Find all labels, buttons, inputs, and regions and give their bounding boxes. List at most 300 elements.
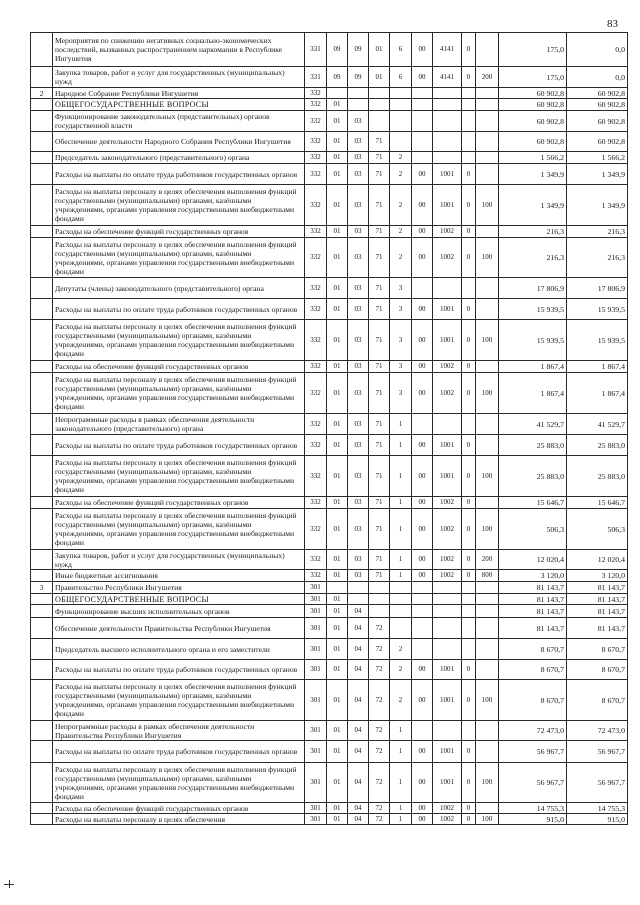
code-subprogram: 1 — [390, 414, 412, 435]
code-expense-type — [476, 361, 499, 373]
amount-planned: 15 939,5 — [499, 320, 567, 361]
code-direction: 00 — [412, 497, 433, 509]
row-number — [31, 164, 53, 185]
code-subsection: 04 — [348, 741, 369, 763]
row-name: Мероприятия по снижению негативных социально-экономических последствий, вызванных распространением наркомании в Республике Ингушетия — [53, 33, 305, 67]
amount-planned: 72 473,0 — [499, 721, 567, 741]
amount-executed: 60 902,8 — [567, 99, 628, 111]
code-administrator: 332 — [305, 414, 327, 435]
row-number — [31, 509, 53, 550]
code-direction — [412, 278, 433, 299]
amount-executed: 1 867,4 — [567, 373, 628, 414]
amount-executed: 81 143,7 — [567, 618, 628, 639]
code-suffix — [462, 414, 476, 435]
code-program: 72 — [369, 660, 390, 680]
amount-planned: 1 867,4 — [499, 373, 567, 414]
code-article: 1001 — [433, 456, 462, 497]
code-article: 1002 — [433, 497, 462, 509]
code-suffix: 0 — [462, 226, 476, 238]
table-row — [31, 741, 628, 763]
code-article: 4141 — [433, 33, 462, 67]
code-expense-type — [476, 582, 499, 594]
row-number — [31, 456, 53, 497]
code-section: 01 — [327, 570, 348, 582]
code-expense-type — [476, 639, 499, 660]
row-name: Закупка товаров, работ и услуг для государственных (муниципальных) нужд — [53, 550, 305, 570]
code-administrator: 301 — [305, 680, 327, 721]
code-article — [433, 278, 462, 299]
row-number — [31, 361, 53, 373]
code-program: 71 — [369, 373, 390, 414]
code-section: 01 — [327, 164, 348, 185]
code-program: 71 — [369, 361, 390, 373]
amount-planned: 81 143,7 — [499, 605, 567, 618]
code-article: 1001 — [433, 660, 462, 680]
table-row — [31, 99, 628, 111]
code-article: 1001 — [433, 680, 462, 721]
code-subprogram: 1 — [390, 803, 412, 814]
code-suffix — [462, 278, 476, 299]
code-subsection: 03 — [348, 320, 369, 361]
row-number: 2 — [31, 88, 53, 99]
code-section: 09 — [327, 33, 348, 67]
code-expense-type — [476, 660, 499, 680]
amount-executed: 8 670,7 — [567, 660, 628, 680]
amount-planned: 506,3 — [499, 509, 567, 550]
code-direction: 00 — [412, 373, 433, 414]
row-number — [31, 320, 53, 361]
row-name: Функционирование высших исполнительных органов — [53, 605, 305, 618]
code-direction — [412, 582, 433, 594]
code-subprogram — [390, 594, 412, 605]
code-suffix: 0 — [462, 185, 476, 226]
code-subprogram — [390, 605, 412, 618]
table-row — [31, 238, 628, 278]
amount-executed: 17 806,9 — [567, 278, 628, 299]
code-expense-type: 200 — [476, 550, 499, 570]
code-section: 01 — [327, 111, 348, 132]
row-name: Расходы на обеспечение функций государственных органов — [53, 226, 305, 238]
amount-executed: 1 349,9 — [567, 164, 628, 185]
code-program: 71 — [369, 509, 390, 550]
amount-executed: 41 529,7 — [567, 414, 628, 435]
code-program: 72 — [369, 618, 390, 639]
code-direction: 00 — [412, 509, 433, 550]
amount-executed: 81 143,7 — [567, 605, 628, 618]
code-section: 01 — [327, 618, 348, 639]
code-program: 72 — [369, 814, 390, 825]
code-suffix: 0 — [462, 67, 476, 88]
code-section: 01 — [327, 497, 348, 509]
code-section: 01 — [327, 320, 348, 361]
code-subsection: 04 — [348, 814, 369, 825]
amount-planned: 81 143,7 — [499, 594, 567, 605]
code-administrator: 301 — [305, 639, 327, 660]
row-name: ОБЩЕГОСУДАРСТВЕННЫЕ ВОПРОСЫ — [53, 99, 305, 111]
code-subprogram — [390, 582, 412, 594]
code-expense-type: 100 — [476, 456, 499, 497]
code-expense-type — [476, 721, 499, 741]
amount-planned: 56 967,7 — [499, 763, 567, 803]
code-article — [433, 594, 462, 605]
amount-executed: 60 902,8 — [567, 111, 628, 132]
amount-executed: 25 883,0 — [567, 435, 628, 456]
code-administrator: 301 — [305, 618, 327, 639]
code-suffix — [462, 618, 476, 639]
code-administrator: 332 — [305, 550, 327, 570]
code-subsection: 04 — [348, 639, 369, 660]
code-subsection: 03 — [348, 570, 369, 582]
row-number — [31, 185, 53, 226]
code-administrator: 332 — [305, 570, 327, 582]
code-subsection: 03 — [348, 509, 369, 550]
code-subsection: 03 — [348, 164, 369, 185]
row-name: Расходы на выплаты по оплате труда работников государственных органов — [53, 299, 305, 320]
code-subprogram: 1 — [390, 456, 412, 497]
row-number — [31, 373, 53, 414]
code-direction: 00 — [412, 741, 433, 763]
code-subprogram: 1 — [390, 741, 412, 763]
code-program — [369, 88, 390, 99]
amount-planned: 15 939,5 — [499, 299, 567, 320]
code-expense-type — [476, 88, 499, 99]
code-subsection: 04 — [348, 618, 369, 639]
row-name: Расходы на выплаты персоналу в целях обеспечения — [53, 814, 305, 825]
code-administrator: 332 — [305, 278, 327, 299]
amount-executed: 3 120,0 — [567, 570, 628, 582]
code-article: 1001 — [433, 164, 462, 185]
row-name: Непрограммные расходы в рамках обеспечения деятельности законодательного (представительного) органа — [53, 414, 305, 435]
code-administrator: 301 — [305, 814, 327, 825]
code-article: 1002 — [433, 361, 462, 373]
code-direction: 00 — [412, 164, 433, 185]
code-subprogram: 2 — [390, 185, 412, 226]
table-row — [31, 509, 628, 550]
code-program: 72 — [369, 639, 390, 660]
table-row — [31, 570, 628, 582]
code-expense-type — [476, 618, 499, 639]
row-number — [31, 680, 53, 721]
code-program: 71 — [369, 435, 390, 456]
code-direction: 00 — [412, 456, 433, 497]
code-suffix: 0 — [462, 803, 476, 814]
amount-executed: 216,3 — [567, 226, 628, 238]
amount-executed: 56 967,7 — [567, 741, 628, 763]
code-subsection: 03 — [348, 132, 369, 152]
code-section: 01 — [327, 238, 348, 278]
row-number — [31, 67, 53, 88]
amount-planned: 41 529,7 — [499, 414, 567, 435]
code-suffix — [462, 132, 476, 152]
code-subprogram — [390, 88, 412, 99]
code-suffix: 0 — [462, 660, 476, 680]
amount-planned: 3 120,0 — [499, 570, 567, 582]
code-program: 01 — [369, 33, 390, 67]
amount-executed: 506,3 — [567, 509, 628, 550]
code-program: 71 — [369, 414, 390, 435]
row-name: Расходы на выплаты персоналу в целях обеспечения выполнения функций государственными (муниципальными) органами, казёнными учреждениями, органами управления государственными внебюджетными фондами — [53, 509, 305, 550]
row-name: Функционирование законодательных (представительных) органов государственной власти — [53, 111, 305, 132]
budget-table — [30, 32, 628, 825]
table-row — [31, 639, 628, 660]
code-direction — [412, 88, 433, 99]
code-expense-type: 100 — [476, 509, 499, 550]
row-name: Расходы на выплаты персоналу в целях обеспечения выполнения функций государственными (муниципальными) органами, казёнными учреждениями, органами управления государственными внебюджетными фондами — [53, 320, 305, 361]
code-direction: 00 — [412, 550, 433, 570]
code-section: 01 — [327, 550, 348, 570]
code-subprogram: 1 — [390, 509, 412, 550]
code-suffix: 0 — [462, 373, 476, 414]
amount-planned: 60 902,8 — [499, 88, 567, 99]
code-suffix — [462, 111, 476, 132]
amount-planned: 175,0 — [499, 33, 567, 67]
code-section: 01 — [327, 605, 348, 618]
table-row — [31, 721, 628, 741]
code-subsection: 09 — [348, 33, 369, 67]
code-direction — [412, 618, 433, 639]
row-number — [31, 226, 53, 238]
row-name: Расходы на выплаты персоналу в целях обеспечения выполнения функций государственными (муниципальными) органами, казёнными учреждениями, органами управления государственными внебюджетными фондами — [53, 185, 305, 226]
code-section: 01 — [327, 660, 348, 680]
crop-mark-vertical — [9, 880, 10, 888]
code-administrator: 332 — [305, 99, 327, 111]
code-administrator: 332 — [305, 164, 327, 185]
code-expense-type — [476, 226, 499, 238]
amount-executed: 14 755,3 — [567, 803, 628, 814]
amount-planned: 25 883,0 — [499, 456, 567, 497]
code-article — [433, 605, 462, 618]
code-subsection: 03 — [348, 414, 369, 435]
amount-planned: 1 349,9 — [499, 164, 567, 185]
row-number — [31, 570, 53, 582]
amount-planned: 8 670,7 — [499, 680, 567, 721]
code-suffix: 0 — [462, 435, 476, 456]
code-program: 71 — [369, 226, 390, 238]
code-program: 71 — [369, 185, 390, 226]
code-expense-type — [476, 803, 499, 814]
amount-planned: 60 902,8 — [499, 99, 567, 111]
row-number — [31, 605, 53, 618]
code-direction: 00 — [412, 226, 433, 238]
amount-executed: 15 646,7 — [567, 497, 628, 509]
row-number — [31, 639, 53, 660]
row-number — [31, 132, 53, 152]
amount-planned: 81 143,7 — [499, 618, 567, 639]
code-subprogram — [390, 99, 412, 111]
amount-executed: 1 566,2 — [567, 152, 628, 164]
table-row — [31, 814, 628, 825]
code-section — [327, 88, 348, 99]
code-subsection: 03 — [348, 299, 369, 320]
amount-planned: 60 902,8 — [499, 111, 567, 132]
code-administrator: 332 — [305, 238, 327, 278]
amount-executed: 72 473,0 — [567, 721, 628, 741]
code-suffix — [462, 582, 476, 594]
code-subsection: 03 — [348, 361, 369, 373]
table-row — [31, 582, 628, 594]
amount-planned: 8 670,7 — [499, 639, 567, 660]
code-subprogram: 1 — [390, 497, 412, 509]
code-subsection: 03 — [348, 497, 369, 509]
code-direction — [412, 414, 433, 435]
code-suffix: 0 — [462, 33, 476, 67]
code-suffix — [462, 99, 476, 111]
code-subprogram: 6 — [390, 67, 412, 88]
row-number — [31, 803, 53, 814]
amount-executed: 216,3 — [567, 238, 628, 278]
code-program: 71 — [369, 238, 390, 278]
amount-executed: 1 349,9 — [567, 185, 628, 226]
code-subsection: 03 — [348, 152, 369, 164]
code-subprogram: 1 — [390, 435, 412, 456]
row-name: Иные бюджетные ассигнования — [53, 570, 305, 582]
amount-planned: 17 806,9 — [499, 278, 567, 299]
amount-executed: 15 939,5 — [567, 299, 628, 320]
code-administrator: 301 — [305, 803, 327, 814]
table-row — [31, 435, 628, 456]
code-suffix: 0 — [462, 814, 476, 825]
code-section: 01 — [327, 763, 348, 803]
row-number: 3 — [31, 582, 53, 594]
code-administrator: 301 — [305, 741, 327, 763]
amount-planned: 915,0 — [499, 814, 567, 825]
row-number — [31, 278, 53, 299]
code-administrator: 332 — [305, 132, 327, 152]
row-number — [31, 721, 53, 741]
table-row — [31, 660, 628, 680]
row-number — [31, 497, 53, 509]
code-expense-type — [476, 497, 499, 509]
code-section: 01 — [327, 639, 348, 660]
row-number — [31, 238, 53, 278]
code-subprogram: 3 — [390, 299, 412, 320]
amount-executed: 81 143,7 — [567, 582, 628, 594]
code-suffix — [462, 152, 476, 164]
code-section: 01 — [327, 299, 348, 320]
code-administrator: 332 — [305, 152, 327, 164]
code-subprogram: 1 — [390, 721, 412, 741]
code-administrator: 331 — [305, 67, 327, 88]
row-number — [31, 550, 53, 570]
row-name: Расходы на выплаты по оплате труда работников государственных органов — [53, 435, 305, 456]
row-name: Правительство Республики Ингушетия — [53, 582, 305, 594]
code-program: 71 — [369, 278, 390, 299]
amount-executed: 8 670,7 — [567, 639, 628, 660]
code-administrator: 332 — [305, 509, 327, 550]
row-name: Расходы на обеспечение функций государственных органов — [53, 361, 305, 373]
code-subsection: 04 — [348, 803, 369, 814]
row-number — [31, 660, 53, 680]
code-administrator: 332 — [305, 111, 327, 132]
code-program: 72 — [369, 741, 390, 763]
row-name: ОБЩЕГОСУДАРСТВЕННЫЕ ВОПРОСЫ — [53, 594, 305, 605]
code-direction — [412, 132, 433, 152]
code-expense-type: 100 — [476, 185, 499, 226]
code-subsection: 03 — [348, 373, 369, 414]
row-name: Непрограммные расходы в рамках обеспечения деятельности Правительства Республики Ингушетия — [53, 721, 305, 741]
code-program — [369, 594, 390, 605]
code-expense-type — [476, 594, 499, 605]
table-row — [31, 618, 628, 639]
code-suffix: 0 — [462, 299, 476, 320]
code-article: 1002 — [433, 509, 462, 550]
code-section: 01 — [327, 226, 348, 238]
code-administrator: 301 — [305, 660, 327, 680]
code-expense-type — [476, 414, 499, 435]
row-name: Расходы на выплаты персоналу в целях обеспечения выполнения функций государственными (муниципальными) органами, казёнными учреждениями, органами управления государственными внебюджетными фондами — [53, 238, 305, 278]
code-expense-type — [476, 299, 499, 320]
row-name: Народное Собрание Республики Ингушетия — [53, 88, 305, 99]
code-subsection: 04 — [348, 680, 369, 721]
code-direction — [412, 721, 433, 741]
code-subsection: 04 — [348, 605, 369, 618]
code-expense-type — [476, 132, 499, 152]
code-administrator: 332 — [305, 361, 327, 373]
code-subprogram — [390, 132, 412, 152]
code-section — [327, 582, 348, 594]
code-article: 1001 — [433, 435, 462, 456]
code-expense-type: 100 — [476, 763, 499, 803]
table-row — [31, 67, 628, 88]
table-row — [31, 456, 628, 497]
code-section: 01 — [327, 435, 348, 456]
table-row — [31, 605, 628, 618]
table-row — [31, 111, 628, 132]
amount-executed: 12 020,4 — [567, 550, 628, 570]
code-program: 72 — [369, 763, 390, 803]
row-name: Расходы на обеспечение функций государственных органов — [53, 497, 305, 509]
amount-planned: 175,0 — [499, 67, 567, 88]
table-row — [31, 361, 628, 373]
code-subprogram: 1 — [390, 570, 412, 582]
row-number — [31, 152, 53, 164]
code-direction: 00 — [412, 299, 433, 320]
code-program: 71 — [369, 497, 390, 509]
row-number — [31, 763, 53, 803]
code-direction: 00 — [412, 67, 433, 88]
code-direction: 00 — [412, 803, 433, 814]
code-expense-type: 100 — [476, 320, 499, 361]
table-row — [31, 320, 628, 361]
code-direction: 00 — [412, 238, 433, 278]
amount-planned: 81 143,7 — [499, 582, 567, 594]
code-subprogram — [390, 111, 412, 132]
row-name: Депутаты (члены) законодательного (представительного) органа — [53, 278, 305, 299]
amount-executed: 0,0 — [567, 33, 628, 67]
code-subprogram: 3 — [390, 361, 412, 373]
code-subsection: 03 — [348, 226, 369, 238]
table-row — [31, 132, 628, 152]
code-administrator: 332 — [305, 456, 327, 497]
code-direction — [412, 152, 433, 164]
row-name: Обеспечение деятельности Народного Собрания Республики Ингушетия — [53, 132, 305, 152]
code-article — [433, 721, 462, 741]
amount-planned: 1 349,9 — [499, 185, 567, 226]
code-subsection: 04 — [348, 763, 369, 803]
code-administrator: 332 — [305, 320, 327, 361]
table-row — [31, 278, 628, 299]
code-expense-type: 800 — [476, 570, 499, 582]
code-article — [433, 639, 462, 660]
table-row — [31, 152, 628, 164]
code-program: 71 — [369, 164, 390, 185]
amount-planned: 1 566,2 — [499, 152, 567, 164]
code-subsection — [348, 582, 369, 594]
amount-planned: 8 670,7 — [499, 660, 567, 680]
amount-planned: 25 883,0 — [499, 435, 567, 456]
amount-planned: 216,3 — [499, 238, 567, 278]
table-row — [31, 803, 628, 814]
